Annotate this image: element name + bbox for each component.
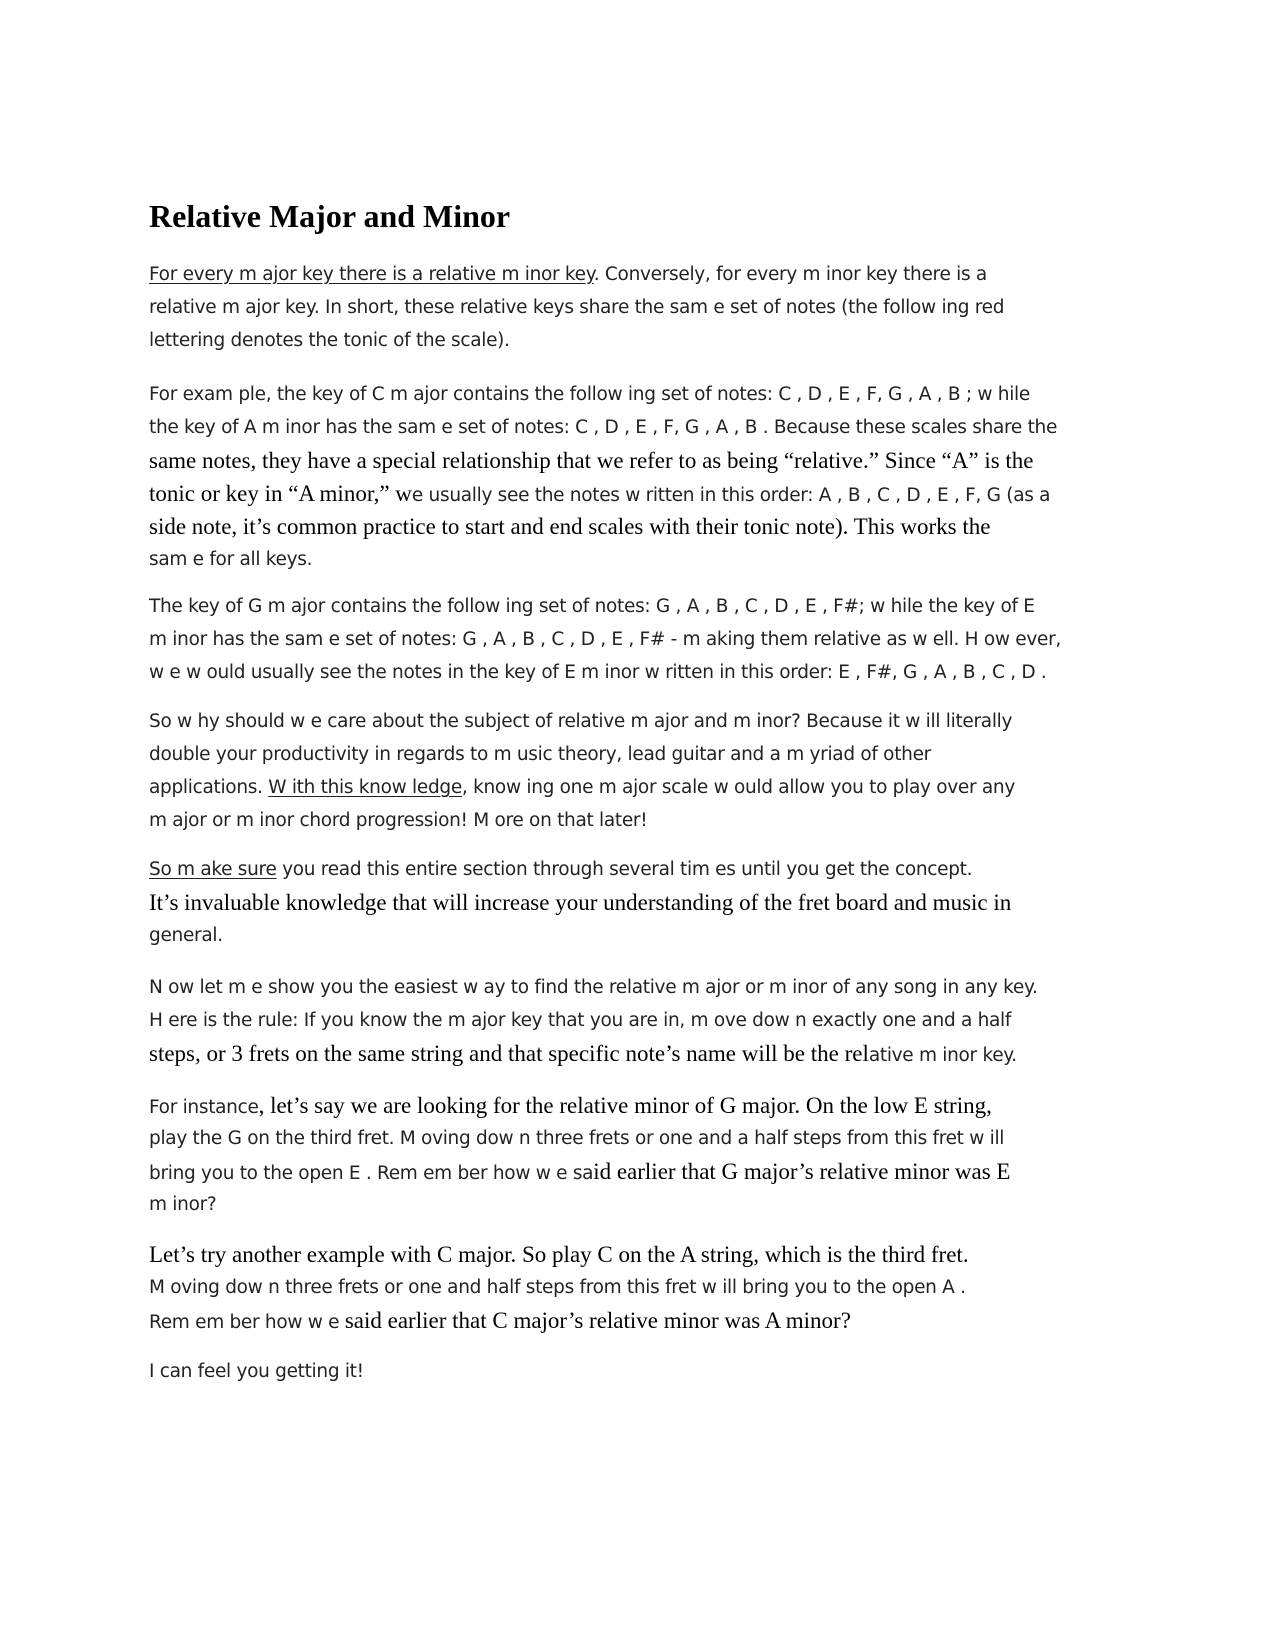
text-segment: Let’s try another example with C major. So play C on the A string, which is the third fret. xyxy=(149,1242,969,1267)
text-segment: I can feel you getting it! xyxy=(149,1361,364,1382)
text-segment: lettering denotes the tonic of the scale). xyxy=(149,330,510,351)
text-segment: It’s invaluable knowledge that will increase your understanding of the fret board and music in xyxy=(149,890,1012,915)
text-line xyxy=(149,1037,1121,1070)
text-segment: play the G on the third fret. M oving dow n three frets or one and a half steps from this fret w ill xyxy=(149,1128,1005,1149)
underlined-text: So m ake sure xyxy=(149,859,277,880)
text-line xyxy=(149,510,1121,543)
text-segment: So w hy should w e care about the subject of relative m ajor and m inor? Because it w ill literally xyxy=(149,711,1013,732)
text-line xyxy=(149,1271,1121,1304)
paragraph xyxy=(149,590,1121,689)
page-title: Relative Major and Minor xyxy=(149,198,511,234)
underlined-text: For every m ajor key there is a relative m inor key xyxy=(149,264,594,285)
text-segment: m inor? xyxy=(149,1194,217,1215)
text-line xyxy=(149,919,1121,952)
text-segment: m inor has the sam e set of notes: G , A , B , C , D , E , F# - m aking them relative as w ell. H ow ever, xyxy=(149,629,1061,650)
text-segment: tonic or key in “A minor,” w xyxy=(149,481,412,506)
text-segment: H ere is the rule: If you know the m ajor key that you are in, m ove dow n exactly one and a half xyxy=(149,1010,1012,1031)
text-segment: The key of G m ajor contains the follow ing set of notes: G , A , B , C , D , E , F#; w hile the key of E xyxy=(149,596,1035,617)
paragraph xyxy=(149,1355,1121,1388)
paragraph xyxy=(149,378,1121,576)
text-line xyxy=(149,1122,1121,1155)
text-segment: N ow let m e show you the easiest w ay to find the relative m ajor or m inor of any song in any key. xyxy=(149,977,1038,998)
text-line xyxy=(149,291,1121,324)
text-line xyxy=(149,771,1121,804)
text-line xyxy=(149,1004,1121,1037)
text-segment: the key of A m inor has the sam e set of notes: C , D , E , F, G , A , B . Because these scales share the xyxy=(149,417,1058,438)
text-segment: For instance xyxy=(149,1097,259,1118)
text-line xyxy=(149,324,1121,357)
text-segment: m ajor or m inor chord progression! M ore on that later! xyxy=(149,810,648,831)
paragraph xyxy=(149,1238,1121,1337)
text-line xyxy=(149,378,1121,411)
text-segment: side note, it’s common practice to start and end scales with their tonic note). This works the xyxy=(149,514,991,539)
text-line xyxy=(149,1355,1121,1388)
paragraph xyxy=(149,971,1121,1070)
text-line xyxy=(149,738,1121,771)
text-line xyxy=(149,623,1121,656)
underlined-text: W ith this know ledge xyxy=(268,777,462,798)
text-line xyxy=(149,477,1121,510)
text-segment: general. xyxy=(149,925,223,946)
text-segment: sam e for all keys. xyxy=(149,549,313,570)
text-segment: ative m inor key. xyxy=(868,1045,1017,1066)
text-segment: relative m ajor key. In short, these relative keys share the sam e set of notes (the follow ing red xyxy=(149,297,1005,318)
text-segment: , let’s say we are looking for the relative minor of G major. On the low E string, xyxy=(258,1093,992,1118)
text-segment: same notes, they have a special relationship that we refer to as being “relative.” Since “A” is the xyxy=(149,448,1034,473)
text-line xyxy=(149,258,1121,291)
text-segment: said earlier that C major’s relative minor was A minor? xyxy=(344,1308,851,1333)
text-line xyxy=(149,1155,1121,1188)
text-segment: applications. xyxy=(149,777,269,798)
paragraph xyxy=(149,853,1121,952)
text-segment: , know ing one m ajor scale w ould allow you to play over any xyxy=(461,777,1015,798)
text-line xyxy=(149,1089,1121,1122)
text-line xyxy=(149,656,1121,689)
text-segment: For exam ple, the key of C m ajor contains the follow ing set of notes: C , D , E , F, G , A , B ; w hile xyxy=(149,384,1030,405)
text-segment: w e w ould usually see the notes in the key of E m inor w ritten in this order: E , F#, G , A , B , C , D . xyxy=(149,662,1047,683)
paragraph xyxy=(149,258,1121,357)
text-segment: id earlier that G major’s relative minor was E xyxy=(593,1159,1011,1184)
text-segment: double your productivity in regards to m usic theory, lead guitar and a m yriad of other xyxy=(149,744,931,765)
text-line xyxy=(149,1188,1121,1221)
text-segment: e usually see the notes w ritten in this order: A , B , C , D , E , F, G (as a xyxy=(411,485,1051,506)
text-segment: Rem em ber how w e xyxy=(149,1312,345,1333)
text-line xyxy=(149,705,1121,738)
text-line xyxy=(149,411,1121,444)
text-segment: you read this entire section through several tim es until you get the concept. xyxy=(276,859,973,880)
text-line xyxy=(149,444,1121,477)
text-line xyxy=(149,804,1121,837)
text-line xyxy=(149,971,1121,1004)
text-segment: . Conversely, for every m inor key there is a xyxy=(593,264,987,285)
text-segment: bring you to the open E . Rem em ber how w e sa xyxy=(149,1163,594,1184)
text-line xyxy=(149,1304,1121,1337)
paragraph xyxy=(149,1089,1121,1221)
text-segment: M oving dow n three frets or one and half steps from this fret w ill bring you to the open A . xyxy=(149,1277,966,1298)
text-line xyxy=(149,1238,1121,1271)
text-line xyxy=(149,853,1121,886)
text-line xyxy=(149,543,1121,576)
text-segment: steps, or 3 frets on the same string and that specific note’s name will be the rel xyxy=(149,1041,869,1066)
text-line xyxy=(149,590,1121,623)
text-line xyxy=(149,886,1121,919)
paragraph xyxy=(149,705,1121,837)
